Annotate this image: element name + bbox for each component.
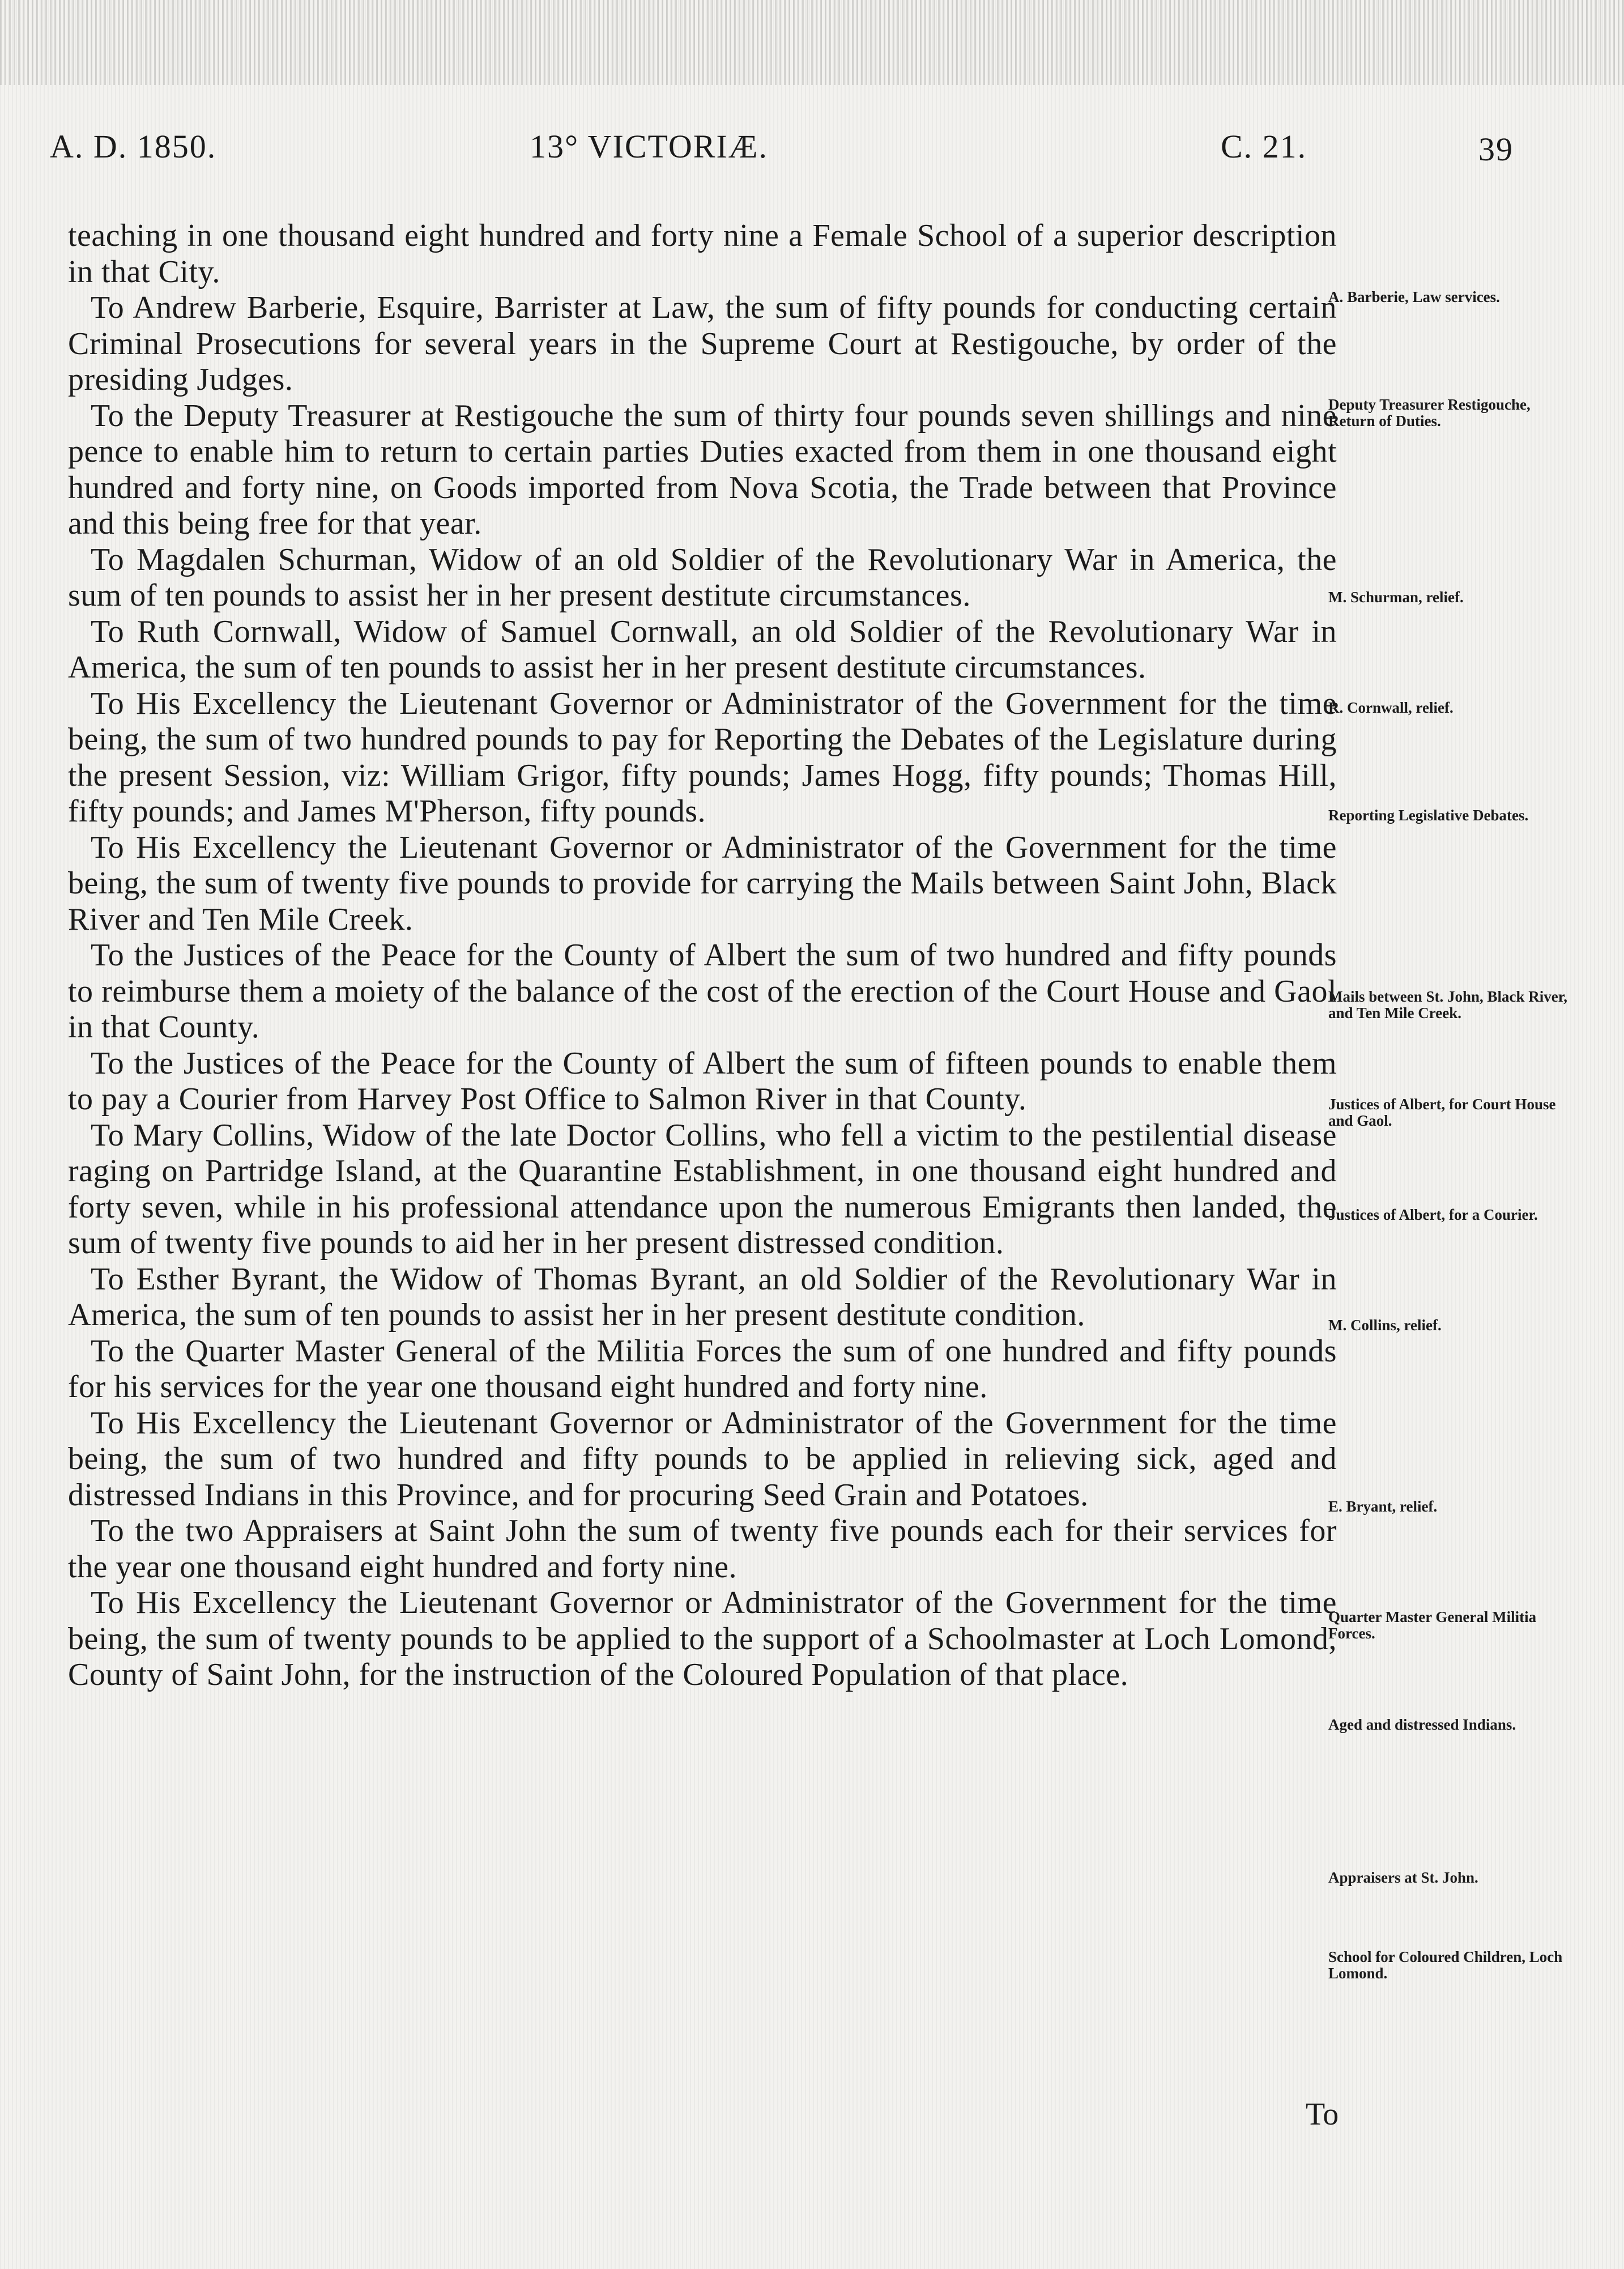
paragraph: To Magdalen Schurman, Widow of an old Soldier of the Revolutionary War in America, the sum of ten pounds to assist her in her present destitute circumstances.: [68, 542, 1337, 613]
margin-note: Mails between St. John, Black River, and Ten Mile Creek.: [1328, 988, 1568, 1021]
margin-note: A. Barberie, Law services.: [1328, 288, 1500, 305]
margin-note: R. Cornwall, relief.: [1328, 699, 1453, 716]
paragraph: To Andrew Barberie, Esquire, Barrister at Law, the sum of fifty pounds for conducting certain Criminal Prosecutions for several years in the Supreme Court at Restigouche, by order of the presiding Judges.: [68, 290, 1337, 397]
margin-note: School for Coloured Children, Loch Lomond.: [1328, 1948, 1563, 1982]
margin-note: Justices of Albert, for Court House and Gaol.: [1328, 1096, 1556, 1129]
paragraph: To Ruth Cornwall, Widow of Samuel Cornwall, an old Soldier of the Revolutionary War in America, the sum of ten pounds to assist her in her present destitute circumstances.: [68, 614, 1337, 685]
catchword: To: [1306, 2097, 1339, 2132]
margin-note: Quarter Master General Militia Forces.: [1328, 1608, 1537, 1642]
scan-noise-band: [0, 0, 1624, 85]
margin-note: M. Schurman, relief.: [1328, 589, 1464, 606]
paragraph: To the Justices of the Peace for the County of Albert the sum of two hundred and fifty pounds to reimburse them a moiety of the balance of the cost of the erection of the Court House and Gaol in that County.: [68, 938, 1337, 1045]
margin-note: Reporting Legislative Debates.: [1328, 807, 1529, 824]
paragraph: To His Excellency the Lieutenant Governor or Administrator of the Government for the time being, the sum of twenty five pounds to provide for carrying the Mails between Saint John, Black River and Ten Mile Creek.: [68, 829, 1337, 937]
paragraph: To Esther Byrant, the Widow of Thomas Byrant, an old Soldier of the Revolutionary War in America, the sum of ten pounds to assist her in her present destitute condition.: [68, 1261, 1337, 1333]
margin-note: M. Collins, relief.: [1328, 1317, 1442, 1334]
paragraph: To His Excellency the Lieutenant Governor or Administrator of the Government for the time being, the sum of two hundred and fifty pounds to be applied in relieving sick, aged and distressed Indians in this Province, and for procuring Seed Grain and Potatoes.: [68, 1405, 1337, 1513]
margin-note: Justices of Albert, for a Courier.: [1328, 1206, 1538, 1223]
margin-note: E. Bryant, relief.: [1328, 1498, 1438, 1515]
header-year: A. D. 1850.: [50, 128, 217, 165]
header-reign: 13° VICTORIÆ.: [530, 128, 768, 165]
paragraph: To His Excellency the Lieutenant Governor or Administrator of the Government for the time being, the sum of twenty pounds to be applied to the support of a Schoolmaster at Loch Lomond, County of Saint John, for the instruction of the Coloured Population of that place.: [68, 1585, 1337, 1692]
paragraph: To the Quarter Master General of the Militia Forces the sum of one hundred and fifty pounds for his services for the year one thousand eight hundred and forty nine.: [68, 1333, 1337, 1404]
paragraph: To His Excellency the Lieutenant Governor or Administrator of the Government for the time being, the sum of two hundred pounds to pay for Reporting the Debates of the Legislature during the present Session, viz: William Grigor, fifty pounds; James Hogg, fifty pounds; Thomas Hill, fifty pounds; and James M'Pherson, fifty pounds.: [68, 686, 1337, 829]
header-chapter: C. 21.: [1221, 128, 1307, 165]
margin-note: Aged and distressed Indians.: [1328, 1716, 1516, 1733]
paragraph: To the Deputy Treasurer at Restigouche the sum of thirty four pounds seven shillings and nine pence to enable him to return to certain parties Duties exacted from them in one thousand eight hundred and forty nine, on Goods imported from Nova Scotia, the Trade between that Province and this being free for that year.: [68, 398, 1337, 541]
margin-note: Deputy Treasurer Restigouche, Return of Duties.: [1328, 396, 1531, 429]
page-number: 39: [1478, 131, 1514, 168]
body-text: [68, 218, 1337, 1693]
paragraph: To Mary Collins, Widow of the late Doctor Collins, who fell a victim to the pestilential disease raging on Partridge Island, at the Quarantine Establishment, in one thousand eight hundred and forty seven, while in his professional attendance upon the numerous Emigrants then landed, the sum of twenty five pounds to aid her in her present distressed condition.: [68, 1117, 1337, 1261]
margin-note: Appraisers at St. John.: [1328, 1869, 1478, 1886]
paragraph: To the Justices of the Peace for the County of Albert the sum of fifteen pounds to enable them to pay a Courier from Harvey Post Office to Salmon River in that County.: [68, 1045, 1337, 1117]
paragraph: teaching in one thousand eight hundred and forty nine a Female School of a superior description in that City.: [68, 218, 1337, 290]
paragraph: To the two Appraisers at Saint John the sum of twenty five pounds each for their services for the year one thousand eight hundred and forty nine.: [68, 1513, 1337, 1585]
